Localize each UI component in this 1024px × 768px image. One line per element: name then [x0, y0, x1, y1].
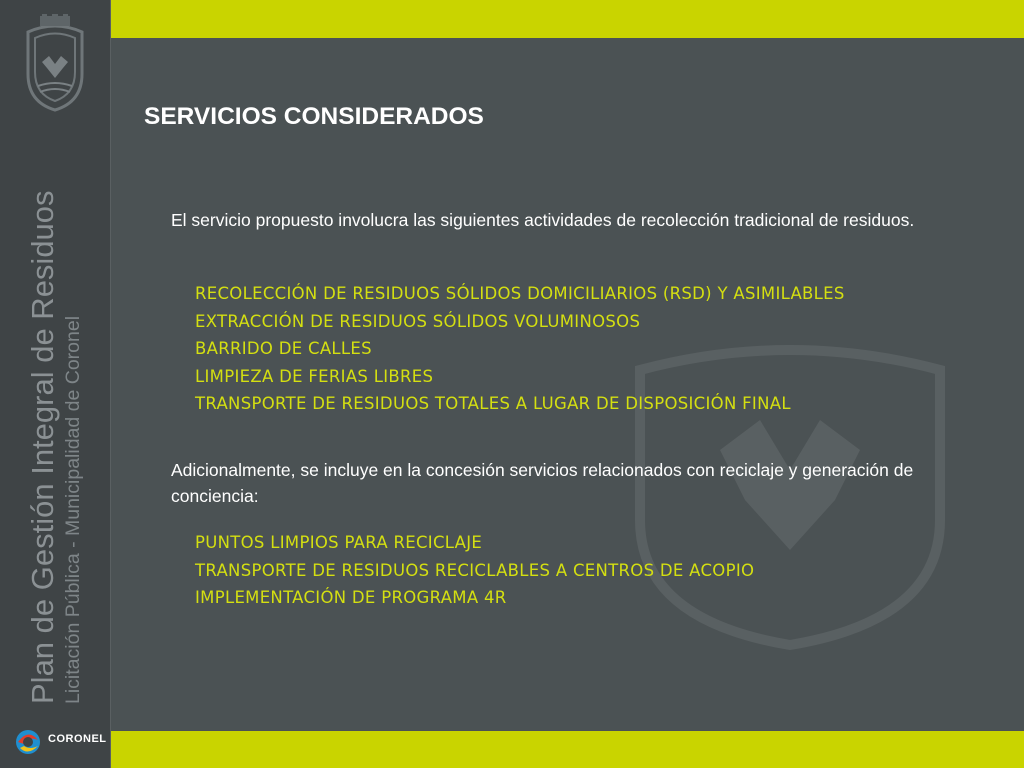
coronel-logo — [8, 720, 108, 762]
list-item: EXTRACCIÓN DE RESIDUOS SÓLIDOS VOLUMINOSOS — [195, 311, 641, 331]
logo-text: CORONEL — [48, 733, 107, 745]
tender-subtitle: Licitación Pública - Municipalidad de Coronel — [62, 315, 84, 704]
municipal-crest-icon — [18, 14, 92, 114]
list-item: PUNTOS LIMPIOS PARA RECICLAJE — [195, 533, 483, 552]
list-item: TRANSPORTE DE RESIDUOS RECICLABLES A CENTROS DE ACOPIO — [195, 560, 755, 580]
plan-title: Plan de Gestión Integral de Residuos — [25, 190, 60, 704]
sidebar-divider — [110, 0, 111, 768]
list-item: IMPLEMENTACIÓN DE PROGRAMA 4R — [195, 588, 507, 607]
list-item: RECOLECCIÓN DE RESIDUOS SÓLIDOS DOMICILIARIOS (RSD) Y ASIMILABLES — [195, 284, 845, 303]
intro-paragraph: El servicio propuesto involucra las siguientes actividades de recolección tradicional de residuos. — [171, 210, 915, 230]
additional-services-list — [195, 529, 754, 612]
list-item: BARRIDO DE CALLES — [195, 339, 372, 358]
top-accent-bar — [111, 0, 1024, 38]
additional-paragraph: Adicionalmente, se incluye en la concesión servicios relacionados con reciclaje y generación de conciencia: — [171, 460, 914, 506]
list-item: TRANSPORTE DE RESIDUOS TOTALES A LUGAR DE DISPOSICIÓN FINAL — [195, 394, 791, 413]
bottom-accent-bar — [111, 731, 1024, 768]
services-list — [195, 280, 845, 418]
list-item: LIMPIEZA DE FERIAS LIBRES — [195, 366, 434, 386]
coronel-logo-icon — [12, 726, 44, 758]
page-title: SERVICIOS CONSIDERADOS — [144, 103, 484, 130]
